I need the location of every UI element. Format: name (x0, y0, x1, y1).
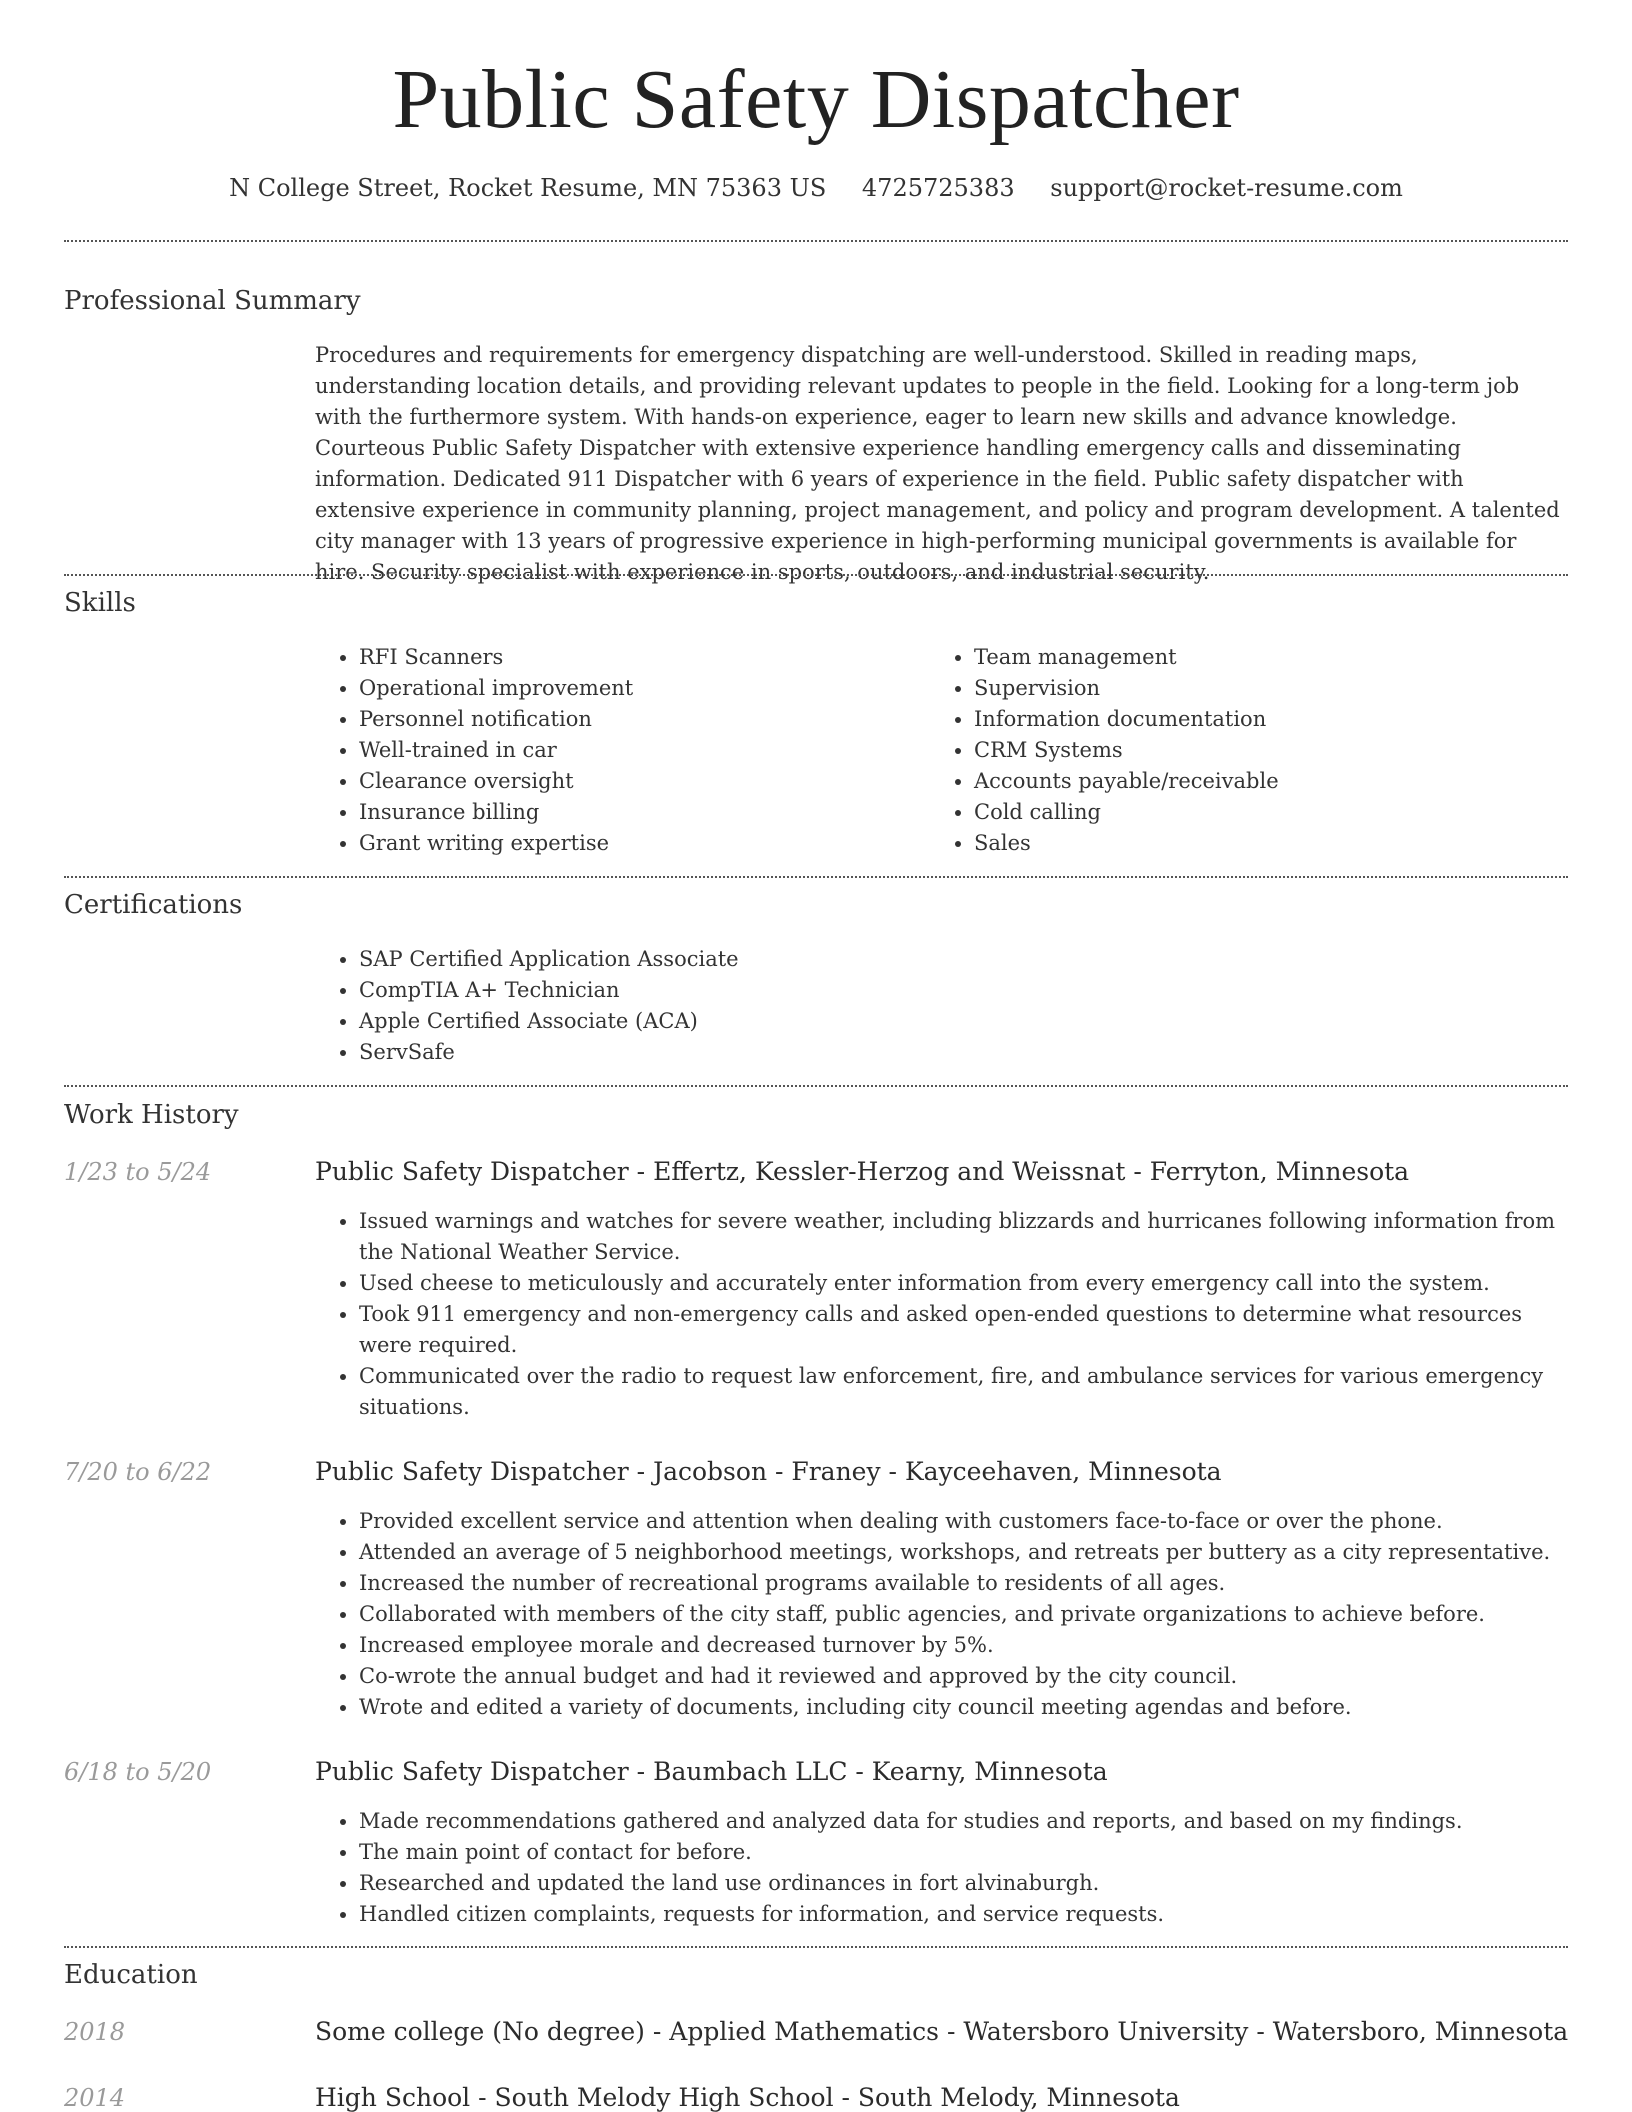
skills-list-left (315, 642, 919, 859)
summary-heading: Professional Summary (64, 286, 361, 316)
certifications-heading: Certifications (64, 890, 243, 920)
job-bullets (315, 1806, 1570, 1930)
job-bullet: • Increased employee morale and decreased turnover by 5%. (359, 1630, 1570, 1661)
skill-item: • Cold calling (974, 797, 1574, 828)
skill-item: • CRM Systems (974, 735, 1574, 766)
job-bullets (315, 1206, 1570, 1423)
section-divider (64, 240, 1568, 242)
job-bullet: • Provided excellent service and attention when dealing with customers face-to-face or over the phone. (359, 1506, 1570, 1537)
job-bullet: • The main point of contact for before. (359, 1837, 1570, 1868)
contact-phone: 4725725383 (861, 174, 1015, 202)
certification-item: • CompTIA A+ Technician (359, 975, 1570, 1006)
candidate-name: Public Safety Dispatcher (392, 53, 1240, 146)
work-history-heading: Work History (64, 1100, 239, 1130)
job-title: Public Safety Dispatcher - Jacobson - Franey - Kayceehaven, Minnesota (315, 1457, 1222, 1486)
skills-list-right (930, 642, 1574, 859)
education-entry: Some college (No degree) - Applied Mathematics - Watersboro University - Watersboro, Minnesota (315, 2017, 1569, 2046)
section-divider (64, 1946, 1568, 1948)
education-date: 2018 (64, 2018, 126, 2046)
job-bullets (315, 1506, 1570, 1723)
job-bullet: • Took 911 emergency and non-emergency calls and asked open-ended questions to determine what resources were required. (359, 1299, 1570, 1361)
certification-item: • ServSafe (359, 1037, 1570, 1068)
job-bullet: • Communicated over the radio to request law enforcement, fire, and ambulance services for various emergency situations. (359, 1361, 1570, 1423)
job-bullet: • Co-wrote the annual budget and had it reviewed and approved by the city council. (359, 1661, 1570, 1692)
skill-item: • Personnel notification (359, 704, 919, 735)
section-divider (64, 876, 1568, 878)
skill-item: • Information documentation (974, 704, 1574, 735)
job-title: Public Safety Dispatcher - Effertz, Kessler-Herzog and Weissnat - Ferryton, Minnesota (315, 1157, 1410, 1186)
job-bullet: • Increased the number of recreational programs available to residents of all ages. (359, 1568, 1570, 1599)
job-bullet: • Used cheese to meticulously and accurately enter information from every emergency call into the system. (359, 1268, 1570, 1299)
education-date: 2014 (64, 2084, 126, 2112)
certifications-list (315, 944, 1570, 1068)
job-bullet: • Made recommendations gathered and analyzed data for studies and reports, and based on my findings. (359, 1806, 1570, 1837)
section-divider (64, 1085, 1568, 1087)
certification-item: • SAP Certified Application Associate (359, 944, 1570, 975)
skill-item: • Grant writing expertise (359, 828, 919, 859)
job-bullet: • Collaborated with members of the city staff, public agencies, and private organizations to achieve before. (359, 1599, 1570, 1630)
job-bullet: • Wrote and edited a variety of documents, including city council meeting agendas and before. (359, 1692, 1570, 1723)
contact-line (0, 172, 1632, 204)
skill-item: • Accounts payable/receivable (974, 766, 1574, 797)
skill-item: • Team management (974, 642, 1574, 673)
skill-item: • Well-trained in car (359, 735, 919, 766)
summary-text: Procedures and requirements for emergency dispatching are well-understood. Skilled in reading maps, understanding location details, and providing relevant updates to people in the field. Looking for a long-term job with the furthermore system. With hands-on experience, eager to learn new skills and advance knowledge. Courteous Public Safety Dispatcher with extensive experience handling emergency calls and disseminating information. Dedicated 911 Dispatcher with 6 years of experience in the field. Public safety dispatcher with extensive experience in community planning, project management, and policy and program development. A talented city manager with 13 years of progressive experience in high-performing municipal governments is available for hire. Security specialist with experience in sports, outdoors, and industrial security. (315, 343, 1560, 584)
job-bullet: • Researched and updated the land use ordinances in fort alvinaburgh. (359, 1868, 1570, 1899)
section-divider (64, 574, 1568, 576)
job-date: 6/18 to 5/20 (64, 1758, 212, 1786)
skill-item: • Supervision (974, 673, 1574, 704)
contact-address: N College Street, Rocket Resume, MN 75363 US (229, 174, 827, 202)
skills-heading: Skills (64, 588, 136, 618)
skill-item: • Operational improvement (359, 673, 919, 704)
education-heading: Education (64, 1960, 198, 1990)
job-bullet: • Issued warnings and watches for severe weather, including blizzards and hurricanes following information from the National Weather Service. (359, 1206, 1570, 1268)
contact-email: support@rocket-resume.com (1050, 174, 1403, 202)
job-bullet: • Handled citizen complaints, requests for information, and service requests. (359, 1899, 1570, 1930)
skill-item: • RFI Scanners (359, 642, 919, 673)
skill-item: • Clearance oversight (359, 766, 919, 797)
skill-item: • Insurance billing (359, 797, 919, 828)
education-entry: High School - South Melody High School - South Melody, Minnesota (315, 2083, 1180, 2112)
job-bullet: • Attended an average of 5 neighborhood meetings, workshops, and retreats per buttery as a city representative. (359, 1537, 1570, 1568)
job-title: Public Safety Dispatcher - Baumbach LLC - Kearny, Minnesota (315, 1757, 1108, 1786)
job-date: 1/23 to 5/24 (64, 1158, 212, 1186)
job-date: 7/20 to 6/22 (64, 1458, 212, 1486)
certification-item: • Apple Certified Associate (ACA) (359, 1006, 1570, 1037)
skill-item: • Sales (974, 828, 1574, 859)
